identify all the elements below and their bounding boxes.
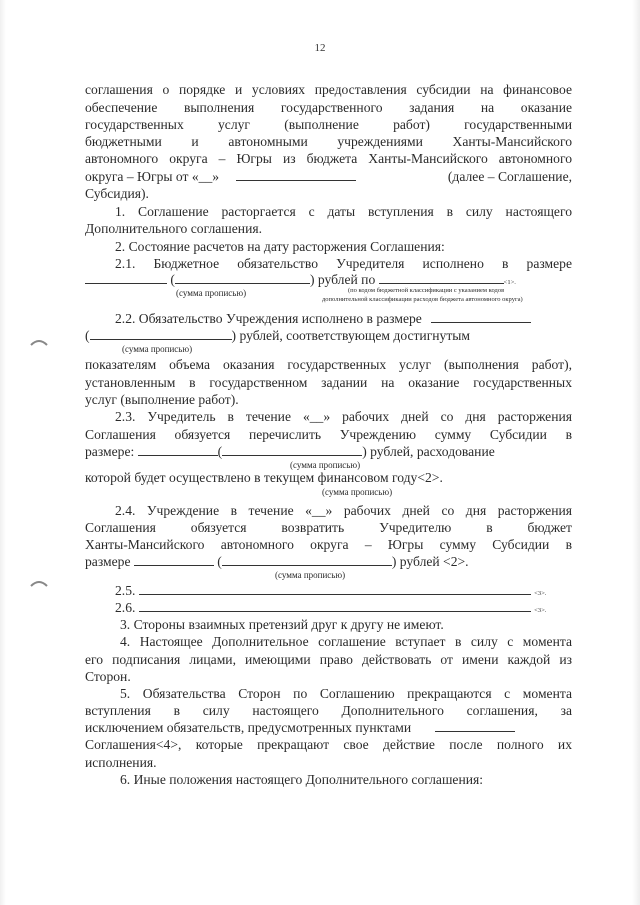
blank-line [236, 170, 356, 181]
text-fragment: ( [85, 328, 90, 343]
text-line: государственных услуг (выполнение работ) государственными [85, 117, 572, 132]
text-line: исполнения. [85, 755, 157, 770]
paragraph-2-4: 2.4. Учреждение в течение «__» рабочих дней со дня расторжения [115, 503, 572, 518]
paragraph-5: 5. Обязательства Сторон по Соглашению прекращаются с момента [120, 686, 572, 701]
hint-label: (сумма прописью) [322, 487, 393, 497]
hint-label: (сумма прописью) [275, 570, 346, 580]
text-fragment: 2.2. Обязательство Учреждения исполнено в размере [115, 311, 422, 326]
text-line: установленным в государственном задании на оказание государственных [85, 375, 572, 390]
blank-line [435, 721, 515, 732]
hint-label: (сумма прописью) [122, 344, 193, 354]
text-line: услуг (выполнение работ). [85, 392, 239, 407]
scan-mark [30, 333, 48, 341]
blank-line [85, 273, 167, 284]
hint-label: (сумма прописью) [176, 288, 247, 298]
footnote-ref: <1>. [503, 279, 516, 286]
text-line: Соглашения<4>, которые прекращают свое действие после полного их [85, 737, 572, 752]
blank-line [175, 273, 310, 284]
text-line [85, 554, 572, 569]
blank-line [431, 312, 531, 323]
text-line: обеспечение выполнения государственного задания на оказание [85, 100, 572, 115]
paragraph-2-1: 2.1. Бюджетное обязательство Учредителя исполнено в размере [115, 256, 572, 271]
text-line: Соглашения обязуется возвратить Учредителю в бюджет [85, 520, 572, 535]
footnote-ref: <3>. [534, 590, 547, 597]
text-line: которой будет осуществлено в текущем финансовом году<2>. [85, 470, 443, 485]
blank-line [90, 329, 232, 340]
text-line: соглашения о порядке и условиях предоставления субсидии на финансовое [85, 82, 572, 97]
text-line: бюджетными и автономными учреждениями Ханты-Мансийского [85, 134, 572, 149]
paragraph-4: 4. Настоящее Дополнительное соглашение вступает в силу с момента [120, 634, 572, 649]
blank-line [139, 584, 531, 595]
paragraph-6: 6. Иные положения настоящего Дополнительного соглашения: [120, 772, 484, 787]
date-text: округа – Югры от «__» [85, 169, 220, 184]
paragraph-2-2 [115, 311, 572, 326]
text-line: Соглашения обязуется перечислить Учреждению сумму Субсидии в [85, 427, 572, 442]
page-number: 12 [314, 42, 326, 54]
text-fragment: 2.5. [115, 583, 136, 598]
scan-mark [30, 574, 48, 582]
paragraph-1: 1. Соглашение расторгается с даты вступления в силу настоящего [115, 204, 572, 219]
text-line: Дополнительного соглашения. [85, 221, 262, 236]
text-fragment: размере [85, 554, 131, 569]
text-line [85, 444, 572, 459]
text-fragment: ) рублей по [309, 272, 376, 287]
text-fragment: ( [217, 444, 223, 459]
footnote-ref: <3>. [534, 607, 547, 614]
text-fragment: ) рублей, соответствующем достигнутым [231, 328, 471, 343]
text-line [85, 272, 572, 287]
text-fragment: ( [170, 272, 175, 287]
paragraph-2-6 [115, 600, 572, 615]
text-line: показателям объема оказания государственных услуг (выполнения работ), [85, 357, 572, 372]
blank-line [222, 555, 392, 566]
paragraph-2: 2. Состояние расчетов на дату расторжения Соглашения: [115, 239, 445, 254]
text-fragment: ( [217, 554, 222, 569]
text-fragment: исключением обязательств, предусмотренных пунктами [85, 720, 412, 735]
text-fragment: 2.6. [115, 600, 136, 615]
blank-line [139, 601, 531, 612]
text-fragment: размере: [85, 444, 135, 459]
text-fragment: ) рублей, расходование [362, 444, 495, 459]
blank-line [222, 445, 362, 456]
hint-label: дополнительной классификации расходов бюджета автономного округа) [322, 296, 523, 303]
text-line: Субсидия). [85, 186, 149, 201]
text-line: Сторон. [85, 669, 131, 684]
text-line: автономного округа – Югры из бюджета Ханты-Мансийского автономного [85, 151, 572, 166]
text-line [85, 328, 572, 343]
text-fragment: ) рублей <2>. [391, 554, 469, 569]
paragraph-2-5 [115, 583, 572, 598]
text-line [85, 169, 572, 184]
hint-label: (сумма прописью) [290, 460, 361, 470]
text-line: его подписания лицами, имеющими право действовать от имени каждой из [85, 652, 572, 667]
text-fragment: (далее – Соглашение, [447, 169, 572, 184]
text-line: вступления в силу настоящего Дополнительного соглашения, за [85, 703, 572, 718]
blank-line [138, 445, 218, 456]
text-line [85, 720, 572, 735]
blank-line [379, 273, 504, 284]
text-line: Ханты-Мансийского автономного округа – Югры сумму Субсидии в [85, 537, 572, 552]
hint-label: (по кодом бюджетной классификации с указанием кодов [348, 287, 505, 294]
paragraph-3: 3. Стороны взаимных претензий друг к другу не имеют. [120, 617, 444, 632]
paragraph-2-3: 2.3. Учредитель в течение «__» рабочих дней со дня расторжения [115, 409, 572, 424]
blank-line [134, 555, 214, 566]
